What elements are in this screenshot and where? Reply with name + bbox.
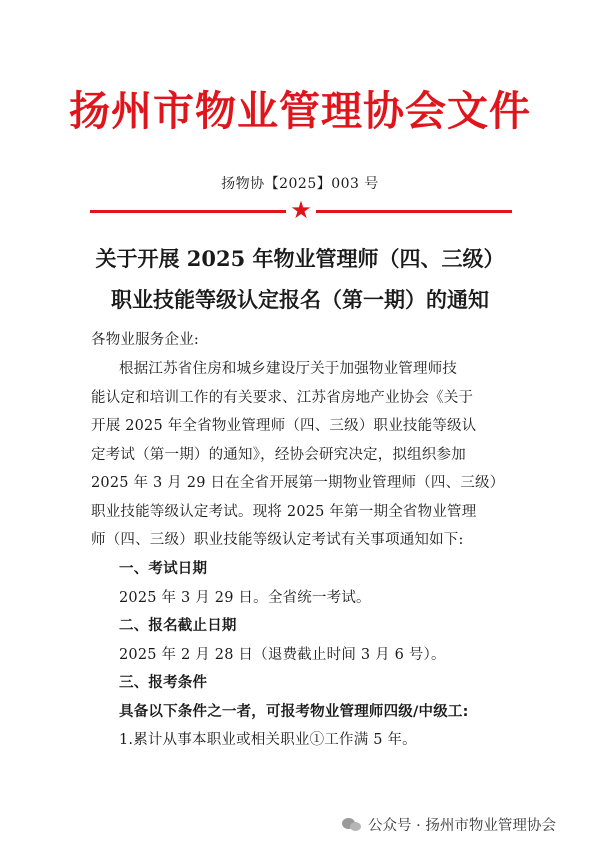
- section-1-text: 2025 年 3 月 29 日。全省统一考试。: [119, 590, 371, 606]
- section-2-heading: 二、报名截止日期: [119, 618, 237, 634]
- section-3-heading: 三、报考条件: [119, 675, 208, 691]
- watermark: [342, 814, 556, 835]
- watermark-text: 公众号 · 扬州市物业管理协会: [368, 818, 556, 834]
- star-icon: ★: [290, 196, 312, 224]
- paragraph-line: 能认定和培训工作的有关要求、江苏省房地产业协会《关于: [91, 390, 474, 406]
- document-number: 扬物协【2025】003 号: [221, 176, 379, 192]
- section-3-item-1: 1.累计从事本职业或相关职业①工作满 5 年。: [119, 732, 417, 748]
- notice-title-line-1: 关于开展 2025 年物业管理师（四、三级）: [95, 246, 505, 271]
- notice-title-line-2: 职业技能等级认定报名（第一期）的通知: [111, 287, 489, 312]
- section-3-subheading: 具备以下条件之一者，可报考物业管理师四级/中级工:: [119, 704, 469, 720]
- section-2-text: 2025 年 2 月 28 日（退费截止时间 3 月 6 号）。: [119, 647, 446, 663]
- paragraph-line: 2025 年 3 月 29 日在全省开展第一期物业管理师（四、三级）: [91, 475, 505, 491]
- paragraph-line: 职业技能等级认定考试。现将 2025 年第一期全省物业管理: [91, 504, 477, 520]
- paragraph-line: 开展 2025 年全省物业管理师（四、三级）职业技能等级认: [91, 418, 477, 434]
- wechat-icon: [342, 817, 362, 833]
- paragraph-line: 根据江苏省住房和城乡建设厅关于加强物业管理师技: [119, 361, 458, 377]
- header-rule-left: [90, 210, 286, 213]
- paragraph-line: 师（四、三级）职业技能等级认定考试有关事项通知如下:: [91, 532, 464, 548]
- document-header-title: 扬州市物业管理协会文件: [69, 87, 531, 135]
- salutation: 各物业服务企业:: [91, 332, 199, 348]
- section-1-heading: 一、考试日期: [119, 561, 208, 577]
- header-rule-right: [316, 210, 512, 213]
- paragraph-line: 定考试（第一期）的通知》，经协会研究决定，拟组织参加: [91, 447, 466, 463]
